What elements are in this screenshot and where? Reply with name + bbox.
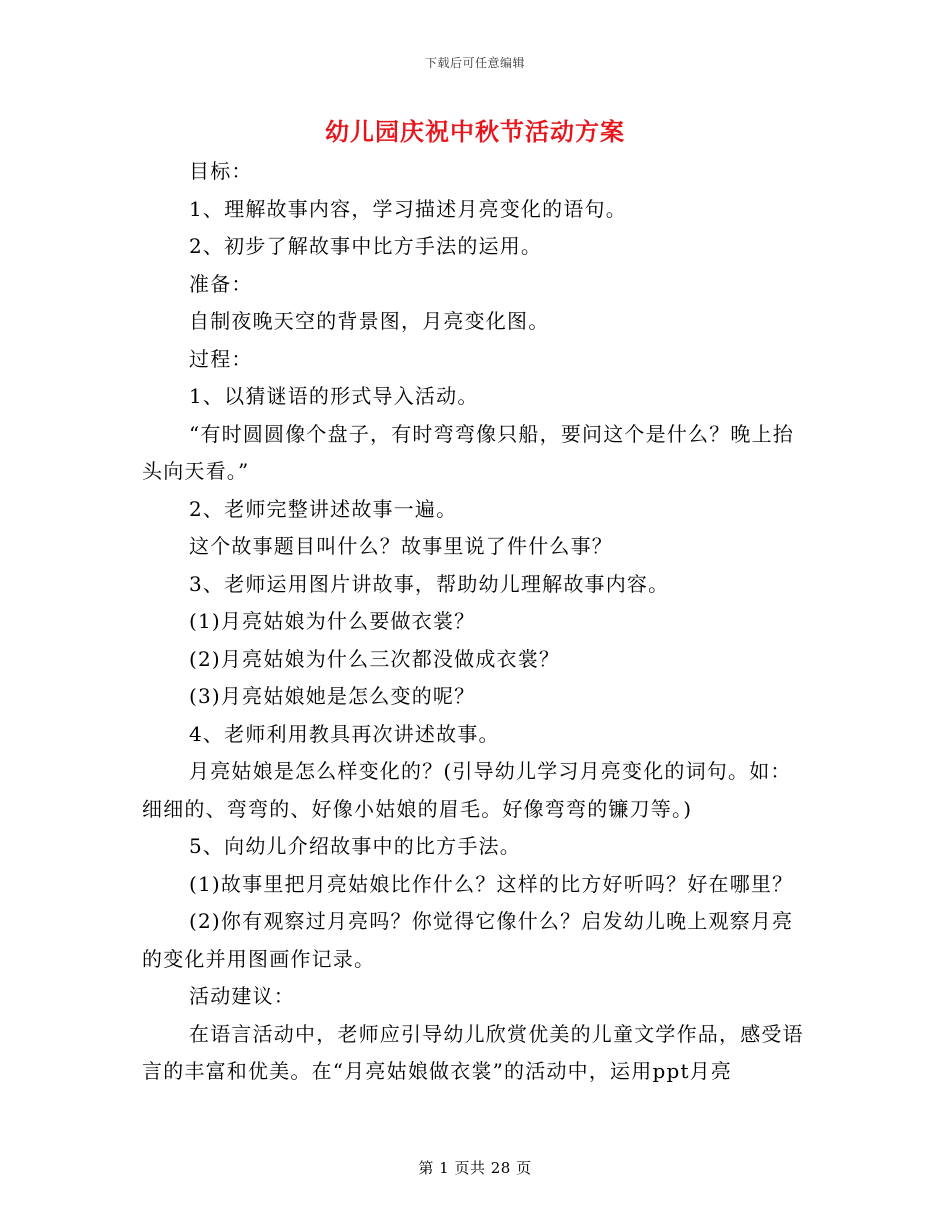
- header-note: 下载后可任意编辑: [424, 56, 525, 70]
- paragraph-goal-2: 2、初步了解故事中比方手法的运用。: [189, 234, 543, 258]
- paragraph-step-3-q3: (3)月亮姑娘她是怎么变的呢？: [189, 684, 476, 708]
- paragraph-step-2-question: 这个故事题目叫什么？故事里说了件什么事？: [189, 534, 613, 558]
- paragraph-step-5-q2: (2)你有观察过月亮吗？你觉得它像什么？启发幼儿晚上观察月亮的变化并用图画作记录。: [142, 909, 794, 971]
- paragraph-step-4: 4、老师利用教具再次讲述故事。: [189, 721, 500, 746]
- paragraph-goal-1: 1、理解故事内容，学习描述月亮变化的语句。: [189, 196, 627, 221]
- paragraph-step-5: 5、向幼儿介绍故事中的比方手法。: [189, 834, 521, 858]
- paragraph-riddle: “有时圆圆像个盘子，有时弯弯像只船，要问这个是什么？晚上抬头向天看。”: [142, 421, 795, 483]
- paragraph-process-heading: 过程：: [189, 346, 253, 371]
- paragraph-step-1: 1、以猜谜语的形式导入活动。: [189, 384, 479, 408]
- paragraph-prep-content: 自制夜晚天空的背景图，月亮变化图。: [189, 309, 550, 333]
- document-body: [142, 153, 810, 1091]
- paragraph-step-3: 3、老师运用图片讲故事，帮助幼儿理解故事内容。: [189, 571, 670, 596]
- document-title: 幼儿园庆祝中秋节活动方案: [325, 117, 625, 146]
- paragraph-step-5-q1: (1)故事里把月亮姑娘比作什么？这样的比方好听吗？好在哪里？: [189, 871, 794, 896]
- paragraph-step-3-q2: (2)月亮姑娘为什么三次都没做成衣裳？: [189, 646, 561, 671]
- paragraph-step-2: 2、老师完整讲述故事一遍。: [189, 496, 458, 521]
- page-footer: 第 1 页共 28 页: [418, 1159, 532, 1177]
- paragraph-step-3-q1: (1)月亮姑娘为什么要做衣裳？: [189, 609, 476, 633]
- paragraph-prep-heading: 准备：: [189, 271, 253, 296]
- paragraph-goals-heading: 目标：: [189, 159, 253, 183]
- paragraph-step-4-content: 月亮姑娘是怎么样变化的？(引导幼儿学习月亮变化的词句。如：细细的、弯弯的、好像小姑娘的眉毛。好像弯弯的镰刀等。): [142, 759, 792, 821]
- paragraph-suggestion-content: 在语言活动中，老师应引导幼儿欣赏优美的儿童文学作品，感受语言的丰富和优美。在“月亮姑娘做衣裳”的活动中，运用ppt月亮: [142, 1021, 804, 1083]
- paragraph-suggestion-heading: 活动建议：: [189, 984, 295, 1008]
